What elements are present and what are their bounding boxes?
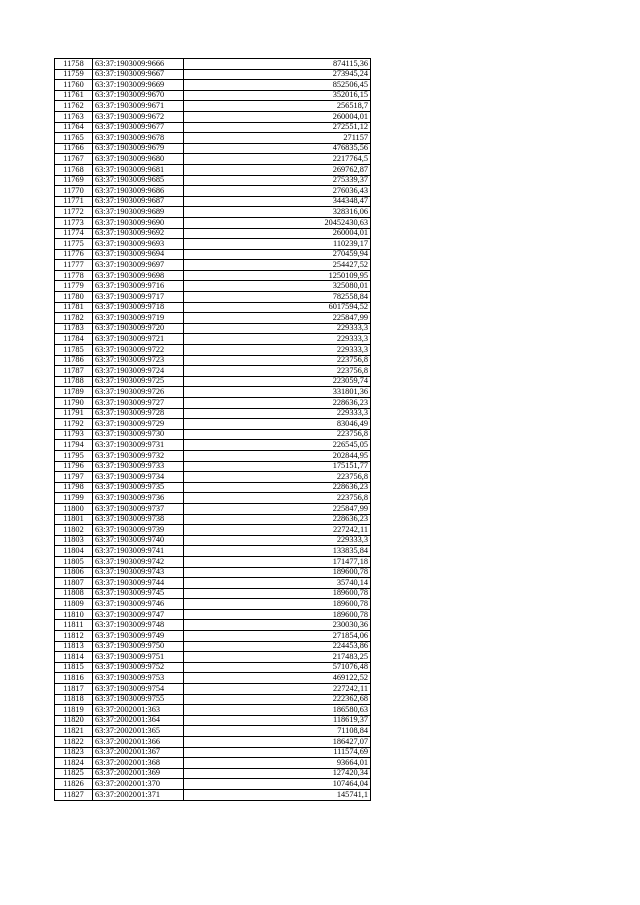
cadastral-number-cell: 63:37:1903009:9734 — [93, 472, 184, 483]
cadastral-number-cell: 63:37:2002001:369 — [93, 768, 184, 779]
table-row — [55, 450, 371, 461]
table-row — [55, 726, 371, 737]
table-row — [55, 323, 371, 334]
table-row — [55, 747, 371, 758]
row-number-cell: 11760 — [55, 80, 93, 91]
row-number-cell: 11801 — [55, 514, 93, 525]
row-number-cell: 11812 — [55, 631, 93, 642]
cadastral-number-cell: 63:37:2002001:365 — [93, 726, 184, 737]
cadastral-number-cell: 63:37:1903009:9739 — [93, 525, 184, 536]
table-row — [55, 239, 371, 250]
cadastral-value-cell: 276036,43 — [184, 186, 371, 197]
table-row — [55, 673, 371, 684]
cadastral-value-cell: 189600,78 — [184, 609, 371, 620]
row-number-cell: 11803 — [55, 535, 93, 546]
cadastral-value-cell: 93664,01 — [184, 758, 371, 769]
cadastral-value-cell: 225847,99 — [184, 313, 371, 324]
table-row — [55, 249, 371, 260]
cadastral-number-cell: 63:37:1903009:9720 — [93, 323, 184, 334]
cadastral-value-cell: 6017594,52 — [184, 302, 371, 313]
cadastral-value-cell: 223756,8 — [184, 429, 371, 440]
table-row — [55, 355, 371, 366]
table-row — [55, 175, 371, 186]
table-row — [55, 217, 371, 228]
cadastral-value-cell: 223059,74 — [184, 376, 371, 387]
cadastral-number-cell: 63:37:1903009:9722 — [93, 345, 184, 356]
cadastral-number-cell: 63:37:1903009:9686 — [93, 186, 184, 197]
row-number-cell: 11793 — [55, 429, 93, 440]
row-number-cell: 11819 — [55, 705, 93, 716]
row-number-cell: 11795 — [55, 450, 93, 461]
cadastral-value-cell: 1250109,95 — [184, 270, 371, 281]
cadastral-value-cell: 228636,23 — [184, 482, 371, 493]
row-number-cell: 11821 — [55, 726, 93, 737]
cadastral-value-cell: 83046,49 — [184, 419, 371, 430]
cadastral-value-cell: 260004,01 — [184, 111, 371, 122]
table-row — [55, 556, 371, 567]
table-row — [55, 90, 371, 101]
row-number-cell: 11811 — [55, 620, 93, 631]
table-row — [55, 609, 371, 620]
cadastral-number-cell: 63:37:1903009:9672 — [93, 111, 184, 122]
row-number-cell: 11788 — [55, 376, 93, 387]
cadastral-number-cell: 63:37:1903009:9747 — [93, 609, 184, 620]
cadastral-value-cell: 186427,07 — [184, 737, 371, 748]
cadastral-number-cell: 63:37:1903009:9692 — [93, 228, 184, 239]
table-row — [55, 387, 371, 398]
table-body — [55, 59, 371, 801]
table-row — [55, 345, 371, 356]
table-row — [55, 270, 371, 281]
table-row — [55, 80, 371, 91]
table-row — [55, 567, 371, 578]
cadastral-value-cell: 175151,77 — [184, 461, 371, 472]
table-row — [55, 196, 371, 207]
cadastral-value-cell: 275339,37 — [184, 175, 371, 186]
row-number-cell: 11774 — [55, 228, 93, 239]
cadastral-value-cell: 344348,47 — [184, 196, 371, 207]
cadastral-value-cell: 223756,8 — [184, 366, 371, 377]
cadastral-number-cell: 63:37:1903009:9678 — [93, 133, 184, 144]
table-row — [55, 419, 371, 430]
cadastral-value-cell: 254427,52 — [184, 260, 371, 271]
row-number-cell: 11818 — [55, 694, 93, 705]
table-row — [55, 599, 371, 610]
cadastral-number-cell: 63:37:1903009:9717 — [93, 292, 184, 303]
cadastral-value-cell: 217483,25 — [184, 652, 371, 663]
cadastral-number-cell: 63:37:1903009:9723 — [93, 355, 184, 366]
table-row — [55, 546, 371, 557]
cadastral-number-cell: 63:37:1903009:9745 — [93, 588, 184, 599]
table-row — [55, 461, 371, 472]
cadastral-number-cell: 63:37:1903009:9728 — [93, 408, 184, 419]
table-row — [55, 334, 371, 345]
cadastral-value-cell: 107464,04 — [184, 779, 371, 790]
cadastral-value-cell: 127420,34 — [184, 768, 371, 779]
row-number-cell: 11797 — [55, 472, 93, 483]
table-row — [55, 662, 371, 673]
cadastral-number-cell: 63:37:1903009:9738 — [93, 514, 184, 525]
table-row — [55, 440, 371, 451]
cadastral-number-cell: 63:37:1903009:9740 — [93, 535, 184, 546]
cadastral-number-cell: 63:37:1903009:9681 — [93, 164, 184, 175]
row-number-cell: 11792 — [55, 419, 93, 430]
row-number-cell: 11775 — [55, 239, 93, 250]
row-number-cell: 11778 — [55, 270, 93, 281]
cadastral-number-cell: 63:37:1903009:9752 — [93, 662, 184, 673]
cadastral-value-cell: 189600,78 — [184, 599, 371, 610]
cadastral-number-cell: 63:37:1903009:9689 — [93, 207, 184, 218]
cadastral-value-cell: 229333,3 — [184, 535, 371, 546]
cadastral-number-cell: 63:37:1903009:9746 — [93, 599, 184, 610]
cadastral-number-cell: 63:37:1903009:9724 — [93, 366, 184, 377]
row-number-cell: 11781 — [55, 302, 93, 313]
cadastral-value-cell: 189600,78 — [184, 588, 371, 599]
cadastral-number-cell: 63:37:1903009:9669 — [93, 80, 184, 91]
row-number-cell: 11783 — [55, 323, 93, 334]
cadastral-value-cell: 272551,12 — [184, 122, 371, 133]
cadastral-value-cell: 223756,8 — [184, 355, 371, 366]
cadastral-value-cell: 2217764,5 — [184, 154, 371, 165]
cadastral-number-cell: 63:37:1903009:9754 — [93, 684, 184, 695]
cadastral-value-cell: 269762,87 — [184, 164, 371, 175]
table-row — [55, 758, 371, 769]
cadastral-value-cell: 352016,15 — [184, 90, 371, 101]
row-number-cell: 11816 — [55, 673, 93, 684]
cadastral-number-cell: 63:37:2002001:368 — [93, 758, 184, 769]
cadastral-value-cell: 227242,11 — [184, 525, 371, 536]
row-number-cell: 11813 — [55, 641, 93, 652]
cadastral-value-cell: 229333,3 — [184, 408, 371, 419]
cadastral-value-cell: 325080,01 — [184, 281, 371, 292]
cadastral-number-cell: 63:37:1903009:9693 — [93, 239, 184, 250]
cadastral-number-cell: 63:37:1903009:9679 — [93, 143, 184, 154]
row-number-cell: 11796 — [55, 461, 93, 472]
row-number-cell: 11765 — [55, 133, 93, 144]
row-number-cell: 11817 — [55, 684, 93, 695]
table-row — [55, 429, 371, 440]
cadastral-value-cell: 202844,95 — [184, 450, 371, 461]
cadastral-number-cell: 63:37:1903009:9687 — [93, 196, 184, 207]
cadastral-number-cell: 63:37:1903009:9670 — [93, 90, 184, 101]
cadastral-number-cell: 63:37:1903009:9690 — [93, 217, 184, 228]
table-row — [55, 59, 371, 70]
table-row — [55, 143, 371, 154]
cadastral-number-cell: 63:37:1903009:9748 — [93, 620, 184, 631]
table-row — [55, 779, 371, 790]
row-number-cell: 11815 — [55, 662, 93, 673]
table-row — [55, 69, 371, 80]
table-row — [55, 207, 371, 218]
row-number-cell: 11790 — [55, 398, 93, 409]
cadastral-value-cell: 110239,17 — [184, 239, 371, 250]
cadastral-number-cell: 63:37:1903009:9718 — [93, 302, 184, 313]
row-number-cell: 11826 — [55, 779, 93, 790]
cadastral-value-cell: 270459,94 — [184, 249, 371, 260]
row-number-cell: 11808 — [55, 588, 93, 599]
cadastral-value-table — [54, 58, 371, 801]
cadastral-value-cell: 35740,14 — [184, 578, 371, 589]
row-number-cell: 11764 — [55, 122, 93, 133]
table-row — [55, 122, 371, 133]
row-number-cell: 11827 — [55, 789, 93, 800]
cadastral-number-cell: 63:37:1903009:9753 — [93, 673, 184, 684]
cadastral-number-cell: 63:37:1903009:9749 — [93, 631, 184, 642]
row-number-cell: 11800 — [55, 503, 93, 514]
row-number-cell: 11777 — [55, 260, 93, 271]
cadastral-value-cell: 229333,3 — [184, 334, 371, 345]
cadastral-number-cell: 63:37:2002001:367 — [93, 747, 184, 758]
cadastral-number-cell: 63:37:2002001:363 — [93, 705, 184, 716]
row-number-cell: 11776 — [55, 249, 93, 260]
cadastral-value-cell: 20452430,63 — [184, 217, 371, 228]
table-row — [55, 472, 371, 483]
table-row — [55, 133, 371, 144]
table-row — [55, 281, 371, 292]
row-number-cell: 11807 — [55, 578, 93, 589]
row-number-cell: 11769 — [55, 175, 93, 186]
row-number-cell: 11805 — [55, 556, 93, 567]
row-number-cell: 11810 — [55, 609, 93, 620]
row-number-cell: 11814 — [55, 652, 93, 663]
cadastral-value-cell: 133835,84 — [184, 546, 371, 557]
table-row — [55, 493, 371, 504]
row-number-cell: 11768 — [55, 164, 93, 175]
cadastral-value-cell: 256518,7 — [184, 101, 371, 112]
cadastral-value-cell: 186580,63 — [184, 705, 371, 716]
row-number-cell: 11787 — [55, 366, 93, 377]
row-number-cell: 11799 — [55, 493, 93, 504]
table-row — [55, 631, 371, 642]
table-row — [55, 737, 371, 748]
cadastral-value-cell: 224453,86 — [184, 641, 371, 652]
cadastral-number-cell: 63:37:1903009:9697 — [93, 260, 184, 271]
row-number-cell: 11779 — [55, 281, 93, 292]
cadastral-number-cell: 63:37:1903009:9733 — [93, 461, 184, 472]
cadastral-number-cell: 63:37:1903009:9751 — [93, 652, 184, 663]
cadastral-number-cell: 63:37:1903009:9737 — [93, 503, 184, 514]
table-row — [55, 535, 371, 546]
cadastral-number-cell: 63:37:1903009:9721 — [93, 334, 184, 345]
table-row — [55, 588, 371, 599]
cadastral-number-cell: 63:37:1903009:9744 — [93, 578, 184, 589]
cadastral-value-cell: 476835,56 — [184, 143, 371, 154]
cadastral-value-cell: 229333,3 — [184, 345, 371, 356]
cadastral-number-cell: 63:37:1903009:9716 — [93, 281, 184, 292]
row-number-cell: 11809 — [55, 599, 93, 610]
cadastral-number-cell: 63:37:1903009:9741 — [93, 546, 184, 557]
cadastral-number-cell: 63:37:1903009:9755 — [93, 694, 184, 705]
row-number-cell: 11822 — [55, 737, 93, 748]
cadastral-value-cell: 331801,36 — [184, 387, 371, 398]
cadastral-value-cell: 225847,99 — [184, 503, 371, 514]
cadastral-value-cell: 226545,05 — [184, 440, 371, 451]
cadastral-number-cell: 63:37:1903009:9732 — [93, 450, 184, 461]
table-row — [55, 768, 371, 779]
table-row — [55, 578, 371, 589]
row-number-cell: 11785 — [55, 345, 93, 356]
table-row — [55, 292, 371, 303]
cadastral-number-cell: 63:37:2002001:366 — [93, 737, 184, 748]
cadastral-value-cell: 273945,24 — [184, 69, 371, 80]
cadastral-value-cell: 171477,18 — [184, 556, 371, 567]
row-number-cell: 11794 — [55, 440, 93, 451]
row-number-cell: 11791 — [55, 408, 93, 419]
table-row — [55, 228, 371, 239]
row-number-cell: 11806 — [55, 567, 93, 578]
cadastral-value-cell: 260004,01 — [184, 228, 371, 239]
table-row — [55, 684, 371, 695]
cadastral-value-cell: 222362,68 — [184, 694, 371, 705]
cadastral-value-cell: 469122,52 — [184, 673, 371, 684]
table-row — [55, 715, 371, 726]
cadastral-value-cell: 71108,84 — [184, 726, 371, 737]
table-row — [55, 164, 371, 175]
row-number-cell: 11761 — [55, 90, 93, 101]
cadastral-number-cell: 63:37:1903009:9729 — [93, 419, 184, 430]
cadastral-number-cell: 63:37:1903009:9726 — [93, 387, 184, 398]
row-number-cell: 11782 — [55, 313, 93, 324]
cadastral-number-cell: 63:37:1903009:9680 — [93, 154, 184, 165]
row-number-cell: 11770 — [55, 186, 93, 197]
row-number-cell: 11824 — [55, 758, 93, 769]
cadastral-number-cell: 63:37:1903009:9698 — [93, 270, 184, 281]
table-row — [55, 398, 371, 409]
row-number-cell: 11784 — [55, 334, 93, 345]
table-row — [55, 101, 371, 112]
table-row — [55, 111, 371, 122]
row-number-cell: 11773 — [55, 217, 93, 228]
table-row — [55, 366, 371, 377]
cadastral-number-cell: 63:37:2002001:371 — [93, 789, 184, 800]
row-number-cell: 11786 — [55, 355, 93, 366]
cadastral-value-cell: 228636,23 — [184, 514, 371, 525]
table-row — [55, 514, 371, 525]
cadastral-value-cell: 874115,36 — [184, 59, 371, 70]
cadastral-value-cell: 145741,1 — [184, 789, 371, 800]
cadastral-number-cell: 63:37:1903009:9666 — [93, 59, 184, 70]
cadastral-number-cell: 63:37:1903009:9742 — [93, 556, 184, 567]
cadastral-number-cell: 63:37:2002001:370 — [93, 779, 184, 790]
row-number-cell: 11798 — [55, 482, 93, 493]
cadastral-number-cell: 63:37:1903009:9743 — [93, 567, 184, 578]
row-number-cell: 11762 — [55, 101, 93, 112]
row-number-cell: 11820 — [55, 715, 93, 726]
row-number-cell: 11758 — [55, 59, 93, 70]
table-row — [55, 503, 371, 514]
cadastral-value-cell: 328316,06 — [184, 207, 371, 218]
table-row — [55, 376, 371, 387]
row-number-cell: 11759 — [55, 69, 93, 80]
cadastral-number-cell: 63:37:1903009:9725 — [93, 376, 184, 387]
table-row — [55, 620, 371, 631]
table-row — [55, 789, 371, 800]
cadastral-number-cell: 63:37:1903009:9667 — [93, 69, 184, 80]
cadastral-number-cell: 63:37:2002001:364 — [93, 715, 184, 726]
table-row — [55, 186, 371, 197]
table-row — [55, 154, 371, 165]
cadastral-value-cell: 118619,37 — [184, 715, 371, 726]
table-row — [55, 705, 371, 716]
cadastral-value-cell: 228636,23 — [184, 398, 371, 409]
table-row — [55, 641, 371, 652]
table-row — [55, 302, 371, 313]
table-row — [55, 313, 371, 324]
table-row — [55, 694, 371, 705]
cadastral-value-cell: 271854,06 — [184, 631, 371, 642]
row-number-cell: 11766 — [55, 143, 93, 154]
cadastral-value-cell: 227242,11 — [184, 684, 371, 695]
cadastral-number-cell: 63:37:1903009:9694 — [93, 249, 184, 260]
cadastral-number-cell: 63:37:1903009:9671 — [93, 101, 184, 112]
cadastral-number-cell: 63:37:1903009:9736 — [93, 493, 184, 504]
table-row — [55, 652, 371, 663]
row-number-cell: 11823 — [55, 747, 93, 758]
cadastral-value-cell: 223756,8 — [184, 493, 371, 504]
cadastral-number-cell: 63:37:1903009:9685 — [93, 175, 184, 186]
table-row — [55, 408, 371, 419]
row-number-cell: 11804 — [55, 546, 93, 557]
row-number-cell: 11825 — [55, 768, 93, 779]
row-number-cell: 11789 — [55, 387, 93, 398]
cadastral-number-cell: 63:37:1903009:9750 — [93, 641, 184, 652]
cadastral-number-cell: 63:37:1903009:9727 — [93, 398, 184, 409]
row-number-cell: 11767 — [55, 154, 93, 165]
row-number-cell: 11802 — [55, 525, 93, 536]
cadastral-number-cell: 63:37:1903009:9730 — [93, 429, 184, 440]
cadastral-value-cell: 229333,3 — [184, 323, 371, 334]
table-row — [55, 482, 371, 493]
table-row — [55, 525, 371, 536]
cadastral-value-cell: 571076,48 — [184, 662, 371, 673]
row-number-cell: 11780 — [55, 292, 93, 303]
row-number-cell: 11771 — [55, 196, 93, 207]
cadastral-value-cell: 223756,8 — [184, 472, 371, 483]
cadastral-value-cell: 111574,69 — [184, 747, 371, 758]
row-number-cell: 11763 — [55, 111, 93, 122]
row-number-cell: 11772 — [55, 207, 93, 218]
cadastral-number-cell: 63:37:1903009:9719 — [93, 313, 184, 324]
table-row — [55, 260, 371, 271]
cadastral-number-cell: 63:37:1903009:9677 — [93, 122, 184, 133]
cadastral-value-cell: 271157 — [184, 133, 371, 144]
cadastral-number-cell: 63:37:1903009:9731 — [93, 440, 184, 451]
cadastral-value-cell: 782558,84 — [184, 292, 371, 303]
cadastral-value-cell: 230030,36 — [184, 620, 371, 631]
cadastral-value-cell: 189600,78 — [184, 567, 371, 578]
cadastral-value-cell: 852506,45 — [184, 80, 371, 91]
cadastral-number-cell: 63:37:1903009:9735 — [93, 482, 184, 493]
